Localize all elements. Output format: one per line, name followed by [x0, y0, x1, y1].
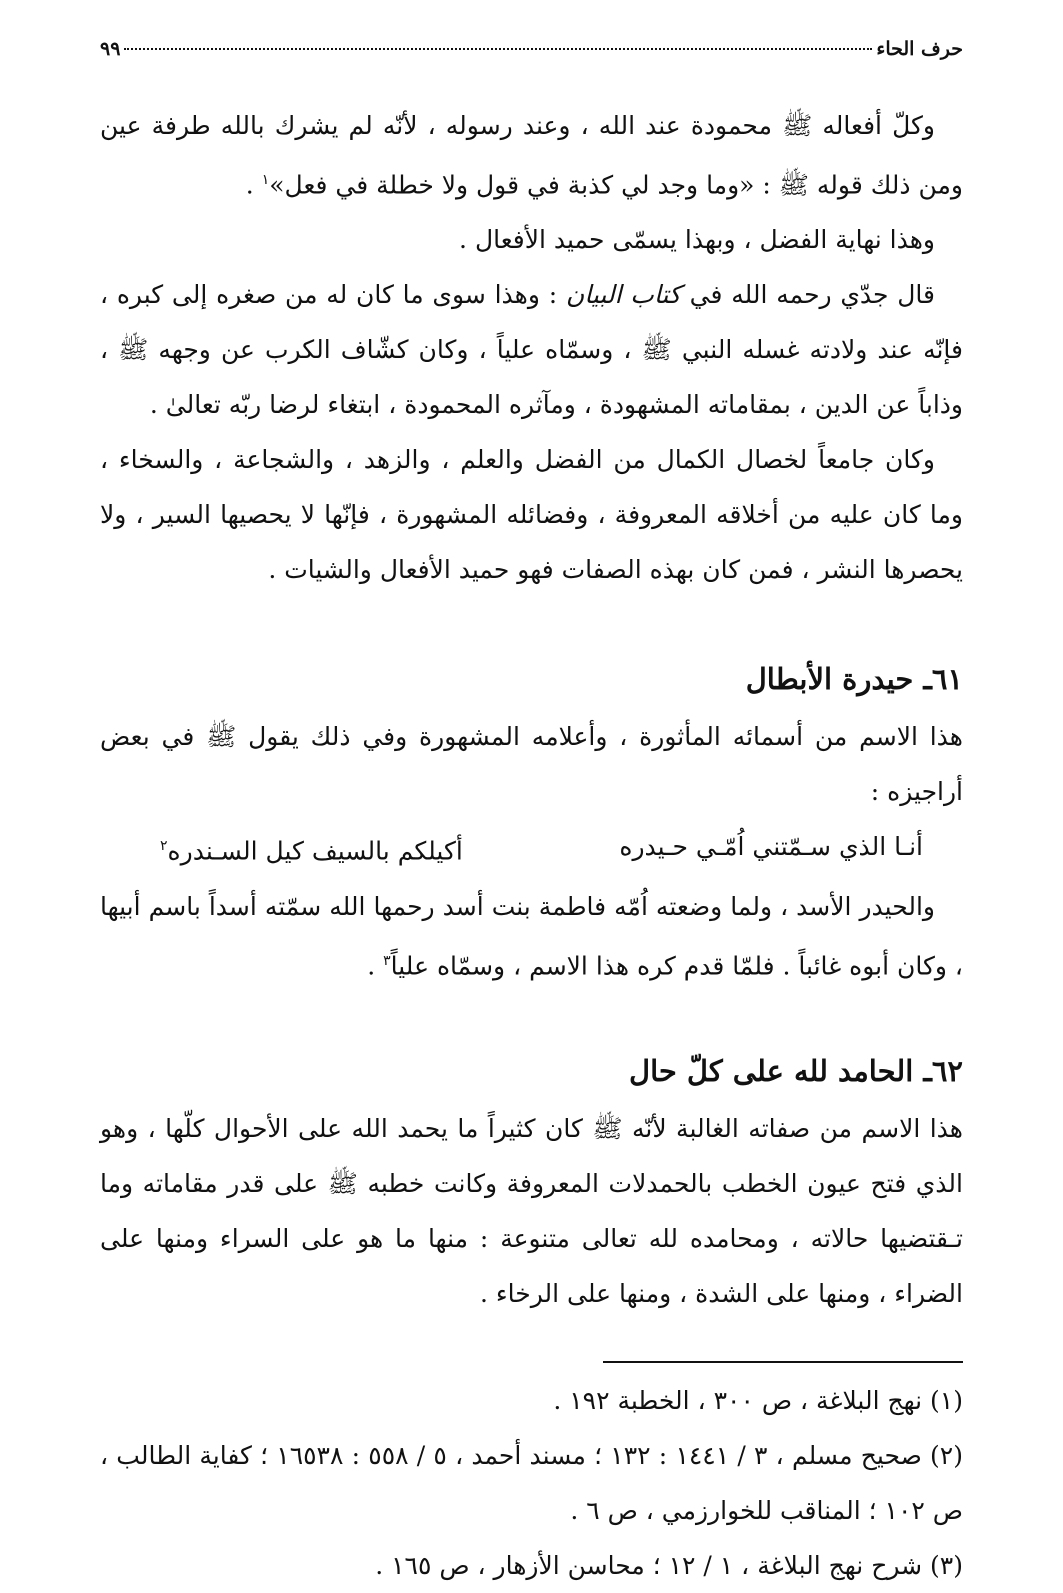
verse-second-hemistich	[160, 819, 463, 878]
footnote-divider	[603, 1361, 963, 1363]
footnote-2: (٢) صحيح مسلم ، ٣ / ١٤٤١ : ١٣٢ ؛ مسند أحمد ، ٥ / ٥٥٨ : ١٦٥٣٨ ؛ كفاية الطالب ، ص ١٠٢ ؛ المناقب للخوارزمي ، ص ٦ .	[100, 1440, 963, 1525]
leader-dots	[124, 48, 872, 50]
footnote-ref[interactable]: ١	[261, 172, 270, 188]
running-head	[100, 38, 963, 68]
paragraph-text: وكلّ أفعاله ﷺ محمودة عند الله ، وعند رسوله ، لأنّه لم يشرك بالله طرفة عين ومن ذلك قوله ﷺ : «وما وجد لي كذبة في قول ولا خطلة في فعل»	[100, 111, 963, 200]
verse-text: أكيلكم بالسيف كيل السـندره	[167, 836, 463, 866]
section-spacer	[100, 993, 963, 1041]
paragraph: وكان جامعاً لخصال الكمال من الفضل والعلم ، والزهد ، والشجاعة ، والسخاء ، وما كان عليه من أخلاقه المعروفة ، وفضائله المشهورة ، فإنّها لا يحصيها السير ، ولا يحصرها النشر ، فمن كان بهذه الصفات فهو حميد الأفعال والشيات .	[100, 445, 963, 585]
section-title-61: ٦١ـ حيدرة الأبطال	[745, 662, 963, 697]
section-spacer	[100, 597, 963, 649]
paragraph-text: .	[367, 950, 384, 980]
paragraph-text: والحيدر الأسد ، ولما وضعته اُمّه فاطمة بنت أسد رحمها الله سمّته أسداً باسم أبيها ، وكان أبوه غائباً . فلمّا قدم كره هذا الاسم ، وسمّاه علياً	[100, 891, 963, 980]
book-page	[100, 38, 963, 1580]
paragraph	[100, 879, 963, 993]
poem-verse	[100, 819, 963, 878]
paragraph: وهذا نهاية الفضل ، وبهذا يسمّى حميد الأفعال .	[459, 225, 935, 255]
footnote-ref[interactable]: ٣	[383, 952, 391, 969]
paragraph-text: .	[245, 170, 262, 200]
footnote-3: (٣) شرح نهج البلاغة ، ١ / ١٢ ؛ محاسن الأزهار ، ص ١٦٥ .	[375, 1550, 963, 1580]
paragraph-text: قال جدّي رحمه الله في	[680, 280, 935, 310]
paragraph: هذا الاسم من صفاته الغالبة لأنّه ﷺ كان كثيراً ما يحمد الله على الأحوال كلّها ، وهو الذي فتح عيون الخطب بالحمدلات المعروفة وكانت خطبه ﷺ على قدر مقاماته وما تـقتضيها حالاته ، ومحامده لله تعالى متنوعة : منها ما هو على السراء ومنها على الضراء ، ومنها على الشدة ، ومنها على الرخاء .	[100, 1113, 963, 1308]
paragraph-text: : وهذا سوى ما كان له من صغره إلى كبره ، فإنّه عند ولادته غسله النبي ﷺ ، وسمّاه علياً ، وكان كشّاف الكرب عن وجهه ﷺ ، وذاباً عن الدين ، بمقاماته المشهودة ، ومآثره المحمودة ، ابتغاء لرضا ربّه تعالىٰ .	[100, 280, 963, 420]
paragraph	[100, 267, 963, 432]
section-title-62: ٦٢ـ الحامد لله على كلّ حال	[629, 1053, 963, 1088]
paragraph: هذا الاسم من أسمائه المأثورة ، وأعلامه المشهورة وفي ذلك يقول ﷺ في بعض أراجيزه :	[100, 722, 963, 807]
verse-first-hemistich: أنـا الذي سـمّتني اُمّـي حـيدره	[619, 832, 923, 862]
footnote-ref[interactable]: ٢	[160, 838, 168, 855]
page-number: ٩٩	[100, 38, 121, 60]
chapter-title: حرف الحاء	[876, 38, 963, 60]
book-title: كتاب البيان	[565, 280, 681, 310]
paragraph	[100, 98, 963, 212]
footnote-1: (١) نهج البلاغة ، ص ٣٠٠ ، الخطبة ١٩٢ .	[553, 1385, 963, 1415]
footnotes	[100, 1373, 963, 1593]
